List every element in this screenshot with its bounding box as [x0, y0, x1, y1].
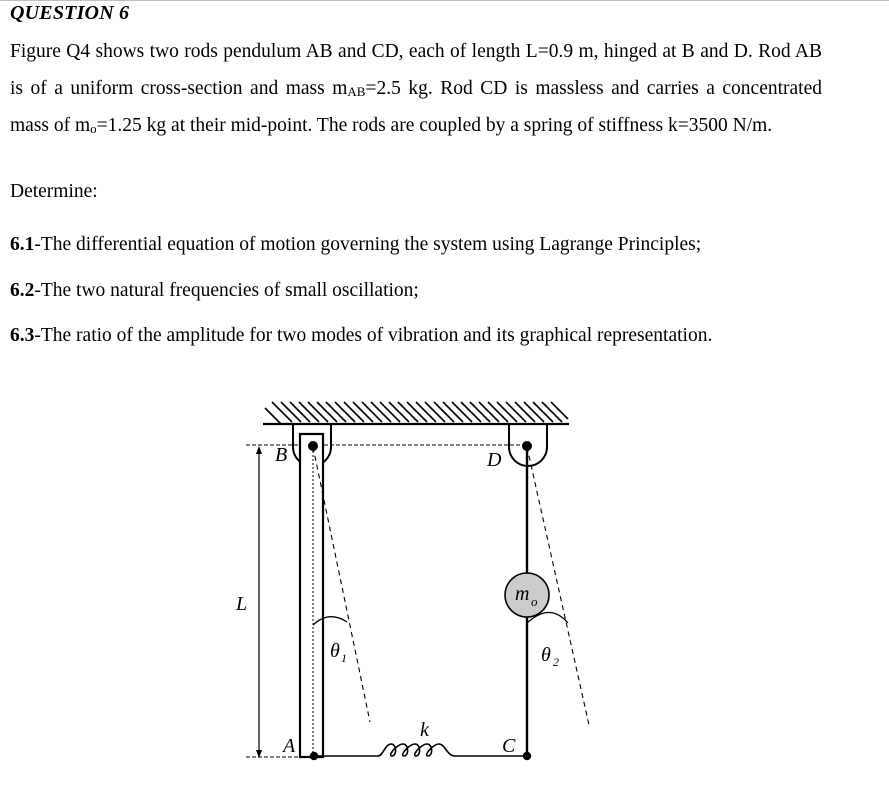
point-label-d: D: [487, 449, 502, 471]
intro-text-3: =1.25 kg at their mid-point. The rods are coupled by a spring of stiffness k=3500 N/m.: [96, 115, 773, 136]
point-label-c: C: [502, 735, 516, 757]
mass-label-subscript: o: [531, 594, 538, 609]
task-number: 6.3: [10, 325, 35, 346]
hinge-pin-b: [308, 441, 318, 451]
task-text: -The ratio of the amplitude for two modes of vibration and its graphical representation.: [34, 325, 713, 346]
mass-label: m: [515, 583, 530, 605]
theta1-subscript: 1: [341, 651, 347, 665]
determine-label: Determine:: [10, 181, 98, 202]
ceiling-hatching: [265, 402, 568, 424]
question-heading: QUESTION 6: [10, 2, 130, 24]
intro-subscript-o: o: [90, 121, 97, 136]
intro-text-2: =2.5 kg. Rod CD is massless and carries a concentrated mass of m: [10, 78, 822, 136]
task-number: 6.1: [10, 234, 35, 255]
task-text: -The differential equation of motion governing the system using Lagrange Principles;: [34, 234, 702, 255]
point-label-a: A: [283, 735, 296, 757]
point-label-b: B: [275, 444, 288, 466]
theta2-label: θ: [541, 644, 551, 666]
task-number: 6.2: [10, 280, 35, 301]
intro-text-1: Figure Q4 shows two rods pendulum AB and CD, each of length L=0.9 m, hinged at B and D. Rod AB is of a uniform cross-section and mass m: [10, 41, 822, 99]
theta1-label: θ: [330, 640, 340, 662]
task-text: -The two natural frequencies of small oscillation;: [34, 280, 419, 301]
length-label-l: L: [236, 593, 248, 615]
coupling-spring: [316, 744, 525, 756]
theta2-subscript: 2: [553, 655, 559, 669]
rod-ab: [300, 434, 323, 757]
intro-subscript-ab: AB: [347, 84, 366, 99]
hinge-pin-d: [522, 441, 532, 451]
spring-label-k: k: [420, 719, 429, 741]
